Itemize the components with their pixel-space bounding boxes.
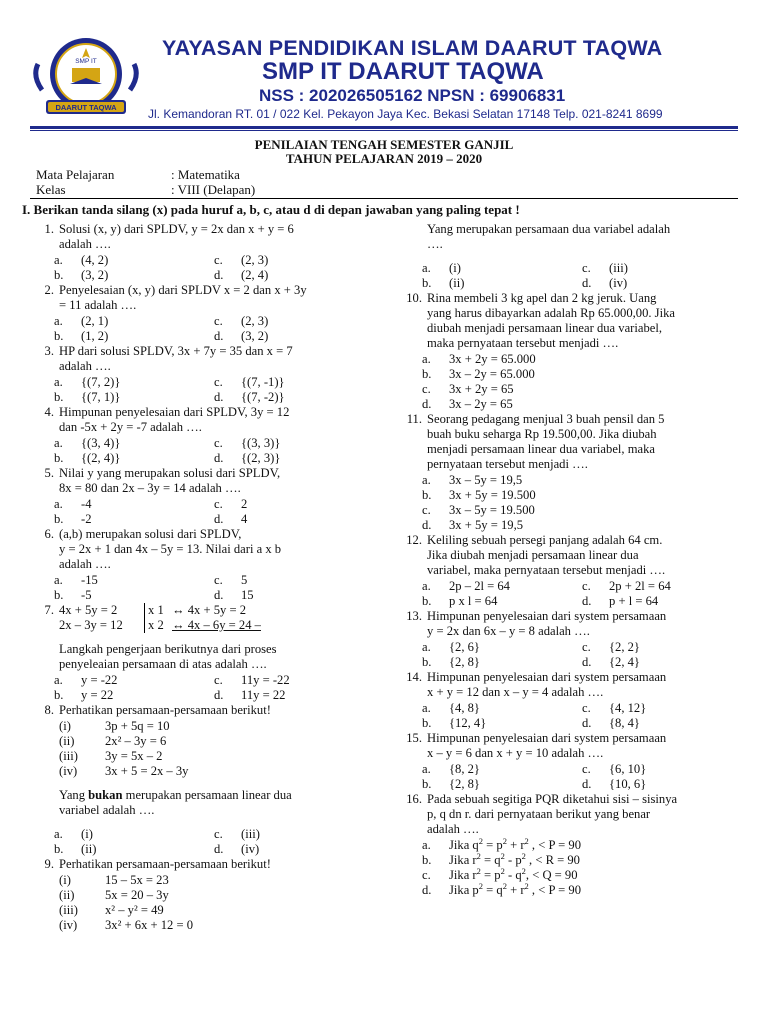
question-text: Himpunan penyelesaian dari system persamaan <box>427 670 667 684</box>
question-text: …. <box>427 237 443 251</box>
question-text: maka pernyataan tersebut menjadi …. <box>427 336 619 350</box>
option-d[interactable]: d. (iv) <box>214 842 260 856</box>
options-14 <box>422 701 730 731</box>
nss-npsn: NSS : 202026505162 NPSN : 69906831 <box>259 86 566 105</box>
question-text: adalah …. <box>59 359 111 373</box>
option-c[interactable]: c. {6, 10} <box>582 762 647 776</box>
question-number: 2. <box>44 283 54 297</box>
option-a[interactable]: a. {2, 6} <box>422 640 480 654</box>
option-c[interactable]: c. 2p + 2l = 64 <box>582 579 671 593</box>
option-c[interactable]: c. (iii) <box>214 827 260 841</box>
option-d[interactable]: d. 4 <box>214 512 248 526</box>
option-d[interactable]: d. {2, 4} <box>582 655 640 669</box>
options-2 <box>54 314 362 344</box>
question-5 <box>32 466 362 496</box>
options-8 <box>54 827 362 857</box>
option-a[interactable]: a. (2, 1) <box>54 314 109 328</box>
options-12 <box>422 579 730 609</box>
logo-banner <box>46 100 126 114</box>
option-d[interactable]: d. {(2, 3)} <box>214 451 281 465</box>
options-1 <box>54 253 362 283</box>
equation-item: (iii) x² – y² = 49 <box>59 903 164 917</box>
left-column <box>32 222 362 933</box>
option-a[interactable]: a. (i) <box>54 827 93 841</box>
option-a[interactable]: a. {8, 2} <box>422 762 480 776</box>
question-14 <box>400 670 730 700</box>
meta-subject <box>36 167 240 182</box>
options-6 <box>54 573 362 603</box>
option-a[interactable]: a. Jika $q^2 = p^2 + r^2$ , < P = 90 <box>422 835 582 852</box>
option-d[interactable]: d. Jika $p^2 = q^2 + r^2$ , < P = 90 <box>422 880 582 897</box>
question-8 <box>32 703 362 718</box>
option-d[interactable]: d. {(7, -2)} <box>214 390 285 404</box>
question-text: x – y = 6 dan x + y = 10 adalah …. <box>427 746 604 760</box>
options-11 <box>422 473 730 533</box>
question-text: Keliling sebuah persegi panjang adalah 64 cm. <box>427 533 663 547</box>
question-text: adalah …. <box>427 822 479 836</box>
option-a[interactable]: a. (4, 2) <box>54 253 109 267</box>
options-9 <box>422 261 730 291</box>
option-d[interactable]: d. 3x – 2y = 65 <box>422 397 513 411</box>
letterhead-rule-thick <box>30 126 738 129</box>
equation-item: (i) 15 – 5x = 23 <box>59 873 169 887</box>
option-b[interactable]: b. (3, 2) <box>54 268 109 282</box>
meta-class <box>36 182 255 197</box>
question-number: 15. <box>406 731 422 745</box>
foundation-name: YAYASAN PENDIDIKAN ISLAM DAARUT TAQWA <box>162 36 663 60</box>
question-text: x + y = 12 dan x – y = 4 adalah …. <box>427 685 604 699</box>
question-text: adalah …. <box>59 557 111 571</box>
equation-item: (ii) 2x² – 3y = 6 <box>59 734 167 748</box>
option-a[interactable]: a. {(7, 2)} <box>54 375 121 389</box>
option-b[interactable]: b. {2, 8} <box>422 655 480 669</box>
question-15 <box>400 731 730 761</box>
equation-item: (i) 3p + 5q = 10 <box>59 719 170 733</box>
option-d[interactable]: d. p + l = 64 <box>582 594 659 608</box>
option-b[interactable]: b. -2 <box>54 512 92 526</box>
question-7 <box>32 603 362 672</box>
options-5 <box>54 497 362 527</box>
options-13 <box>422 640 730 670</box>
options-16 <box>422 835 730 898</box>
question-number: 3. <box>44 344 54 358</box>
question-text: Langkah pengerjaan berikutnya dari proses <box>59 642 277 656</box>
options-4 <box>54 436 362 466</box>
option-c[interactable]: c. {2, 2} <box>582 640 640 654</box>
question-text: 8x = 80 dan 2x – 3y = 14 adalah …. <box>59 481 241 495</box>
option-a[interactable]: a. -15 <box>54 573 98 587</box>
question-11 <box>400 412 730 472</box>
option-d[interactable]: d. {8, 4} <box>582 716 640 730</box>
question-text: Seorang pedagang menjual 3 buah pensil dan 5 <box>427 412 665 426</box>
question-text: dan -5x + 2y = -7 adalah …. <box>59 420 202 434</box>
question-number: 6. <box>44 527 54 541</box>
meta-value: : VIII (Delapan) <box>171 182 256 197</box>
question-text: buah buku seharga Rp 19.500,00. Jika diubah <box>427 427 657 441</box>
question-text: variabel, maka pernyataan tersebut menjadi …. <box>427 563 666 577</box>
question-number: 12. <box>406 533 422 547</box>
equation-item: (iv) 3x + 5 = 2x – 3y <box>59 764 189 778</box>
question-text: p, q dn r. dari pernyataan berikut yang benar <box>427 807 651 821</box>
question-text: Himpunan penyelesaian dari system persamaan <box>427 731 667 745</box>
option-a[interactable]: a. 2p – 2l = 64 <box>422 579 510 593</box>
option-b[interactable]: b. (ii) <box>54 842 97 856</box>
school-logo <box>30 34 142 130</box>
option-c[interactable]: c. (iii) <box>582 261 628 275</box>
question-number: 1. <box>44 222 54 236</box>
question-text: Yang merupakan persamaan dua variabel adalah <box>427 222 671 236</box>
question-10 <box>400 291 730 351</box>
option-b[interactable]: b. {(7, 1)} <box>54 390 121 404</box>
instruction: I. Berikan tanda silang (x) pada huruf a, b, c, atau d di depan jawaban yang paling tepat ! <box>22 202 520 217</box>
question-16 <box>400 792 730 837</box>
question-text: variabel adalah …. <box>59 803 155 817</box>
option-b[interactable]: b. 3x + 5y = 19.500 <box>422 488 536 502</box>
letterhead-rule-thin <box>30 130 738 131</box>
question-number: 5. <box>44 466 54 480</box>
question-9-continued <box>400 222 730 261</box>
question-1 <box>32 222 362 252</box>
option-d[interactable]: d. 3x + 5y = 19,5 <box>422 518 524 532</box>
option-c[interactable]: c. {(7, -1)} <box>214 375 285 389</box>
logo-badge-icon <box>36 38 137 110</box>
option-d[interactable]: d. {10, 6} <box>582 777 647 791</box>
question-text: penyeleaian persamaan di atas adalah …. <box>59 657 267 671</box>
option-c[interactable]: c. 2 <box>214 497 248 511</box>
options-7 <box>54 673 362 703</box>
question-2 <box>32 283 362 313</box>
option-c[interactable]: c. (2, 3) <box>214 253 269 267</box>
question-number: 11. <box>406 412 422 426</box>
option-c[interactable]: c. Jika $r^2 = p^2 - q^2$, < Q = 90 <box>422 865 578 882</box>
question-number: 9. <box>44 857 54 871</box>
question-text: Penyelesaian (x, y) dari SPLDV x = 2 dan x + 3y <box>59 283 307 297</box>
option-c[interactable]: c. 5 <box>214 573 248 587</box>
option-c[interactable]: c. 11y = -22 <box>214 673 290 687</box>
option-d[interactable]: d. (3, 2) <box>214 329 269 343</box>
option-b[interactable]: b. {2, 8} <box>422 777 480 791</box>
question-number: 4. <box>44 405 54 419</box>
question-text: HP dari solusi SPLDV, 3x + 7y = 35 dan x = 7 <box>59 344 293 358</box>
option-b[interactable]: b. Jika $r^2 = q^2 - p^2$ , < R = 90 <box>422 850 580 867</box>
question-text: Himpunan penyelesaian dari system persamaan <box>427 609 667 623</box>
meta-key: Kelas <box>36 182 66 197</box>
option-c[interactable]: c. (2, 3) <box>214 314 269 328</box>
school-address: Jl. Kemandoran RT. 01 / 022 Kel. Pekayon Jaya Kec. Bekasi Selatan 17148 Telp. 021-8241 8699 <box>148 107 663 121</box>
question-text: Solusi (x, y) dari SPLDV, y = 2x dan x + y = 6 <box>59 222 294 236</box>
option-b[interactable]: b. -5 <box>54 588 92 602</box>
option-a[interactable]: a. -4 <box>54 497 92 511</box>
question-number: 13. <box>406 609 422 623</box>
option-c[interactable]: c. {4, 12} <box>582 701 647 715</box>
option-d[interactable]: d. (2, 4) <box>214 268 269 282</box>
question-text: Perhatikan persamaan-persamaan berikut! <box>59 857 271 871</box>
option-b[interactable]: b. (1, 2) <box>54 329 109 343</box>
question-text: y = 2x + 1 dan 4x – 5y = 13. Nilai dari a x b <box>59 542 282 556</box>
question-number: 8. <box>44 703 54 717</box>
option-a[interactable]: a. (i) <box>422 261 461 275</box>
equation-list-9 <box>59 873 362 933</box>
question-13 <box>400 609 730 639</box>
question-text: adalah …. <box>59 237 111 251</box>
equation-system: 4x + 5y = 2 x 1 ↔ 4x + 5y = 2 2x – 3y = 12 x 2 ↔ 4x – 6y = 24 – <box>59 603 261 632</box>
options-10 <box>422 352 730 412</box>
option-d[interactable]: d. 15 <box>214 588 254 602</box>
question-3 <box>32 344 362 374</box>
option-d[interactable]: d. 11y = 22 <box>214 688 286 702</box>
option-c[interactable]: c. 3x – 5y = 19.500 <box>422 503 535 517</box>
options-3 <box>54 375 362 405</box>
question-text: Jika diubah menjadi persamaan linear dua <box>427 548 639 562</box>
question-text: diubah menjadi persamaan linear dua variabel, <box>427 321 662 335</box>
logo-top-text: SMP IT <box>75 58 97 65</box>
question-text: = 11 adalah …. <box>59 298 137 312</box>
option-b[interactable]: b. 3x – 2y = 65.000 <box>422 367 535 381</box>
question-text: menjadi persamaan linear dua variabel, maka <box>427 442 655 456</box>
question-number: 14. <box>406 670 422 684</box>
question-text: Perhatikan persamaan-persamaan berikut! <box>59 703 271 717</box>
option-a[interactable]: a. 3x + 2y = 65.000 <box>422 352 536 366</box>
question-text: Rina membeli 3 kg apel dan 2 kg jeruk. Uang <box>427 291 657 305</box>
question-text: yang harus dibayarkan adalah Rp 65.000,00. Jika <box>427 306 675 320</box>
header-rule <box>30 198 738 199</box>
question-number: 10. <box>406 291 422 305</box>
question-text: Yang bukan merupakan persamaan linear dua <box>59 788 292 802</box>
option-a[interactable]: a. {4, 8} <box>422 701 480 715</box>
equation-item: (iii) 3y = 5x – 2 <box>59 749 163 763</box>
exam-year: TAHUN PELAJARAN 2019 – 2020 <box>285 151 483 166</box>
question-4 <box>32 405 362 435</box>
question-text: pernyataan tersebut menjadi …. <box>427 457 588 471</box>
school-name: SMP IT DAARUT TAQWA <box>262 58 544 85</box>
option-b[interactable]: b. {12, 4} <box>422 716 487 730</box>
option-b[interactable]: b. {(2, 4)} <box>54 451 121 465</box>
question-text: Himpunan penyelesaian dari SPLDV, 3y = 12 <box>59 405 290 419</box>
option-b[interactable]: b. (ii) <box>422 276 465 290</box>
option-d[interactable]: d. (iv) <box>582 276 628 290</box>
option-a[interactable]: a. y = -22 <box>54 673 118 687</box>
question-text: Pada sebuah segitiga PQR diketahui sisi – sisinya <box>427 792 678 806</box>
question-12 <box>400 533 730 578</box>
logo-banner-text: DAARUT TAQWA <box>55 103 117 112</box>
right-column <box>400 222 730 898</box>
question-text: y = 2x dan 6x – y = 8 adalah …. <box>427 624 590 638</box>
meta-key: Mata Pelajaran <box>36 167 115 182</box>
exam-title: PENILAIAN TENGAH SEMESTER GANJIL <box>254 137 514 152</box>
option-a[interactable]: a. {(3, 4)} <box>54 436 121 450</box>
equation-list-8 <box>59 719 362 827</box>
question-9 <box>32 857 362 872</box>
option-c[interactable]: c. 3x + 2y = 65 <box>422 382 514 396</box>
options-15 <box>422 762 730 792</box>
meta-value: : Matematika <box>171 167 240 182</box>
option-c[interactable]: c. {(3, 3)} <box>214 436 281 450</box>
equation-item: (iv) 3x² + 6x + 12 = 0 <box>59 918 194 932</box>
option-b[interactable]: b. y = 22 <box>54 688 114 702</box>
question-6 <box>32 527 362 572</box>
option-b[interactable]: b. p x l = 64 <box>422 594 498 608</box>
question-number: 16. <box>406 792 422 806</box>
question-number: 7. <box>44 603 54 617</box>
question-text: Nilai y yang merupakan solusi dari SPLDV, <box>59 466 281 480</box>
question-text: (a,b) merupakan solusi dari SPLDV, <box>59 527 242 541</box>
equation-item: (ii) 5x = 20 – 3y <box>59 888 169 902</box>
option-a[interactable]: a. 3x – 5y = 19,5 <box>422 473 523 487</box>
